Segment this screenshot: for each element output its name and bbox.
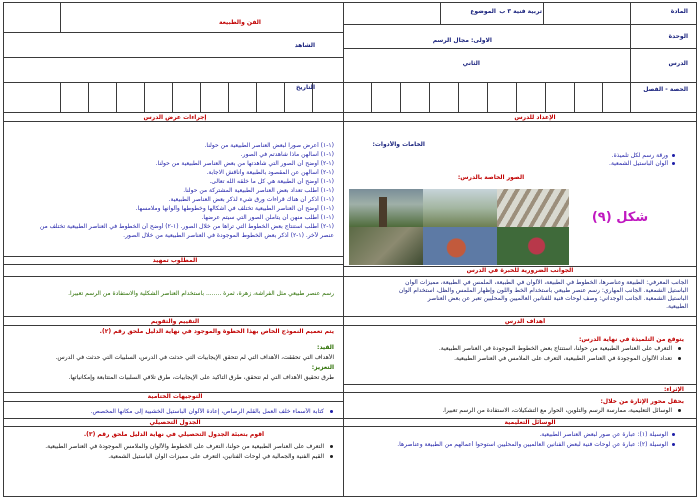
preparation-heading: الإعداد للدرس <box>514 114 556 121</box>
aid-item: الوسيلة (١): عبارة عن صور لبعض العناصر الطبيعية. <box>539 431 668 438</box>
body-divider-2 <box>343 276 344 393</box>
period-cell-div <box>228 82 229 113</box>
objective-item: تعداد الألوان الموجودة في العناصر الطبيعية، التعرف على الملامس في العناصر الطبيعية. <box>454 355 672 362</box>
body-divider-1 <box>343 112 344 277</box>
period-label: الحصة - الفصل <box>643 86 688 93</box>
evaluation-heading: التقييم والتقويم <box>150 318 200 325</box>
date-label: التاريخ <box>295 84 315 91</box>
intro-heading: المطلوب تمهيد <box>152 257 198 264</box>
aids-line-mid <box>343 426 696 427</box>
witness-label: الشاهد <box>294 42 315 49</box>
procedure-item: (١-٢) أطلب استنتاج بعض الخطوط التي تراها من خلال الصور. (١-٢) أوضح أن الخطوط في العناصر الطبيعية تختلف من <box>39 223 334 230</box>
period-cell-div <box>574 82 575 113</box>
period-cell-div <box>88 82 89 113</box>
final-line-mid <box>3 426 343 427</box>
photo-rock <box>349 227 423 265</box>
lesson-label: الدرس <box>668 60 688 67</box>
prereq-line: الجانب المعرفي: الطبيعة وعناصرها، الخطوط في الطبيعة، الألوان في الطبيعة، الملمس في الطبيعة، مميزات ألوان <box>405 279 688 286</box>
enrichment-intro: بحقل محور الإثارة من خلال: <box>600 398 684 405</box>
unit-label: الوحدة <box>668 33 688 40</box>
period-cell-div <box>144 82 145 113</box>
period-cell-div <box>200 82 201 113</box>
figure-label: شكل (٩) <box>591 210 649 225</box>
material-item: ألوان الباستيل الشمعية. <box>609 160 668 167</box>
procedure-item: عنصر لآخر. (١-٢) أذكر بعض الخطوط الموجودة في العناصر الطبيعية من خلال الصور. <box>123 232 334 239</box>
bullet-icon <box>678 409 681 412</box>
evaluation-text: طرق تحقيق الأهداف التي لم تتحقق، طرق التأكيد على الإيجابيات، طرق تلافي السلبيات المتتابعة وإمكانياتها. <box>68 374 334 381</box>
evaluation-intro: يتم تعميم النموذج الخاص بهذا الخطوة والموجود في نهاية الدليل ملحق رقم (٢). <box>99 328 334 335</box>
header-line-4 <box>3 112 696 113</box>
topic-divider-2 <box>543 2 544 25</box>
border-right <box>696 2 697 497</box>
lesson-photos <box>349 189 569 265</box>
evaluation-label: القيد: <box>317 344 334 351</box>
left-head-div-2 <box>60 82 61 113</box>
period-cell-div <box>116 82 117 113</box>
bullet-icon <box>672 433 675 436</box>
subject-label: المادة <box>670 8 688 15</box>
final-heading: الجدول التحصيلي <box>149 419 201 426</box>
bullet-icon <box>678 347 681 350</box>
header-line-2b <box>3 57 343 58</box>
bullet-icon <box>330 445 333 448</box>
left-head-div-1 <box>60 2 61 33</box>
eval-line-mid <box>3 325 696 326</box>
aid-item: الوسيلة (٢): عبارة عن لوحات فنية لبعض الفنانين العالميين والمحليين استوحوا أعمالهم من الطبيعة وعناصرها. <box>397 441 668 448</box>
period-cell-div <box>400 82 401 113</box>
header-line-3 <box>343 82 696 83</box>
eval-line-top <box>3 316 696 317</box>
procedure-item: (١-٢) أسألهن عن المقصود بالطبيعة وأناقش الاجابة. <box>206 169 334 176</box>
procedure-item: (١-١) أطلب تعداد بعض العناصر الطبيعية المشتركة من حولنا. <box>183 187 334 194</box>
header-divider <box>343 2 344 113</box>
images-heading: الصور الخاصة بالدرس: <box>457 174 525 181</box>
photo-starfish <box>423 227 497 265</box>
objective-item: التعرف على العناصر الطبيعية من حولنا، استنتاج بعض الخطوط الموجودة في العناصر الطبيعية. <box>438 345 672 352</box>
period-cell-div <box>172 82 173 113</box>
procedure-item: (١-١) أوضح أن العناصر الطبيعية تختلف في أشكالها وخطوطها وألوانها وملامسها. <box>135 205 334 212</box>
procedure-item: (١-١) أعرض صوراً لبعض العناصر الطبيعية من حولنا. <box>204 142 334 149</box>
header-line-3b <box>3 82 343 83</box>
bullet-icon <box>678 357 681 360</box>
enrich-line-top <box>343 384 696 385</box>
materials-heading: الخامات والأدوات: <box>372 141 425 148</box>
header-line-1b <box>3 32 343 33</box>
prereq-line: الباستيل الشمعية. الجانب الوجداني: وصف لوحات فنية للفنانين العالميين والمحليين تعبر عن بعض العناصر <box>427 295 688 302</box>
photo-tree-trunk <box>379 197 387 227</box>
objectives-intro: يتوقع من التلميذة في نهاية الدرس: <box>578 336 684 343</box>
period-cell-div <box>371 82 372 113</box>
procedures-heading: إجراءات عرض الدرس <box>143 114 207 121</box>
homework-text: كتابة الأسماء خلف العمل بالقلم الرصاص، إعادة الألوان الباستيل الخشبية إلى مكانها المخصص. <box>90 408 324 415</box>
procedure-item: (١-١) أوضح أن الطبيعة هي كل ما خلقه الله تعالى. <box>209 178 334 185</box>
period-cell-div <box>487 82 488 113</box>
bullet-icon <box>672 443 675 446</box>
period-cell-div <box>429 82 430 113</box>
objectives-heading: أهداف الدرس <box>504 318 546 325</box>
topic-label: الموضوع <box>470 8 496 15</box>
final-intro: أقوم بتعبئة الجدول التحصيلي في نهاية الدليل ملحق رقم (٣). <box>83 431 265 438</box>
evaluation-text: الأهداف التي تحققت، الأهداف التي لم تتحقق الإيجابيات التي حدثت في الدرس، السلبيات التي حدثت في الدرس. <box>55 354 334 361</box>
header-line-2 <box>343 48 696 49</box>
border-top <box>3 2 697 3</box>
label-col-divider <box>630 2 631 113</box>
photo-stripes <box>497 189 569 227</box>
prereq-line: الطبيعية. <box>666 303 688 310</box>
bullet-icon <box>330 455 333 458</box>
enrichment-text: الوسائل التعليمية، ممارسة الرسم والتلوين، الحوار مع التشكيلات، الاستفادة من الرسم تعبيراً. <box>442 407 672 414</box>
enrichment-heading: الإثراء: <box>663 386 684 393</box>
lesson-title: الفن والطبيعة <box>219 19 261 26</box>
body-line-1 <box>3 121 696 122</box>
final-item: القيم الفنية والجمالية في لوحات الفنانين، التعرف على مميزات الوان الباستيل الشمعية. <box>108 453 324 460</box>
intro-text: رسم عنصر طبيعي مثل الفراشة، زهرة، ثمرة ........ باستخدام العناصر الشكلية والاستفادة من الرسم تعبيراً. <box>68 290 334 297</box>
procedure-item: (١-١) أسألهن ماذا شاهدتم في الصور. <box>240 151 334 158</box>
procedure-item: (١-٢) أوضح أن الصور التي شاهدتها من بعض العناصر الطبيعية من حولنا. <box>155 160 334 167</box>
evaluation-label: التعزيز: <box>311 364 334 371</box>
day1-label: الاولى: مجال الرسم <box>432 37 492 44</box>
header-line-1 <box>343 24 696 25</box>
bullet-icon <box>672 154 675 157</box>
homework-heading: التوجيهات الختامية <box>147 393 203 400</box>
border-bottom <box>3 496 697 497</box>
body-divider-3 <box>343 392 344 497</box>
border-left <box>3 2 4 497</box>
intro-line-mid <box>3 264 343 265</box>
grade-value: تربية فنية ٣ ب <box>499 8 542 15</box>
day2-label: الثاني <box>462 60 480 67</box>
homework-line-mid <box>3 401 343 402</box>
period-cell-div <box>516 82 517 113</box>
bullet-icon <box>330 410 333 413</box>
bullet-icon <box>672 162 675 165</box>
final-item: التعرف على العناصر الطبيعية من حولنا، التعرف على الخطوط والألوان والملامس الموجودة في العناصر الطبيعية. <box>45 443 324 450</box>
prereq-heading: الجوانب الضرورية للخبرة في الدرس <box>466 267 574 274</box>
period-cell-div <box>458 82 459 113</box>
photo-flower <box>497 227 569 265</box>
procedure-item: (١-١) أذكر أن هناك قراءات ورق شيء لذكر بعض العناصر الطبيعية. <box>168 196 334 203</box>
prereq-line-bottom <box>3 276 696 277</box>
photo-field <box>423 189 497 227</box>
aids-heading: الوسائل التعليمية <box>504 419 556 426</box>
period-cell-div <box>602 82 603 113</box>
material-item: ورقة رسم لكل تلميذة. <box>611 152 668 159</box>
period-cell-div <box>545 82 546 113</box>
prereq-line: الباستيل الشمعية. الجانب المهاري: رسم عنصر طبيعي باستخدام الخط واللون وإظهار الملمس والظل، استخدام ألوان <box>398 287 688 294</box>
procedure-item: (١-١) أطلب منهن أن يتأملن الصور التي سيتم عرضها. <box>201 214 334 221</box>
